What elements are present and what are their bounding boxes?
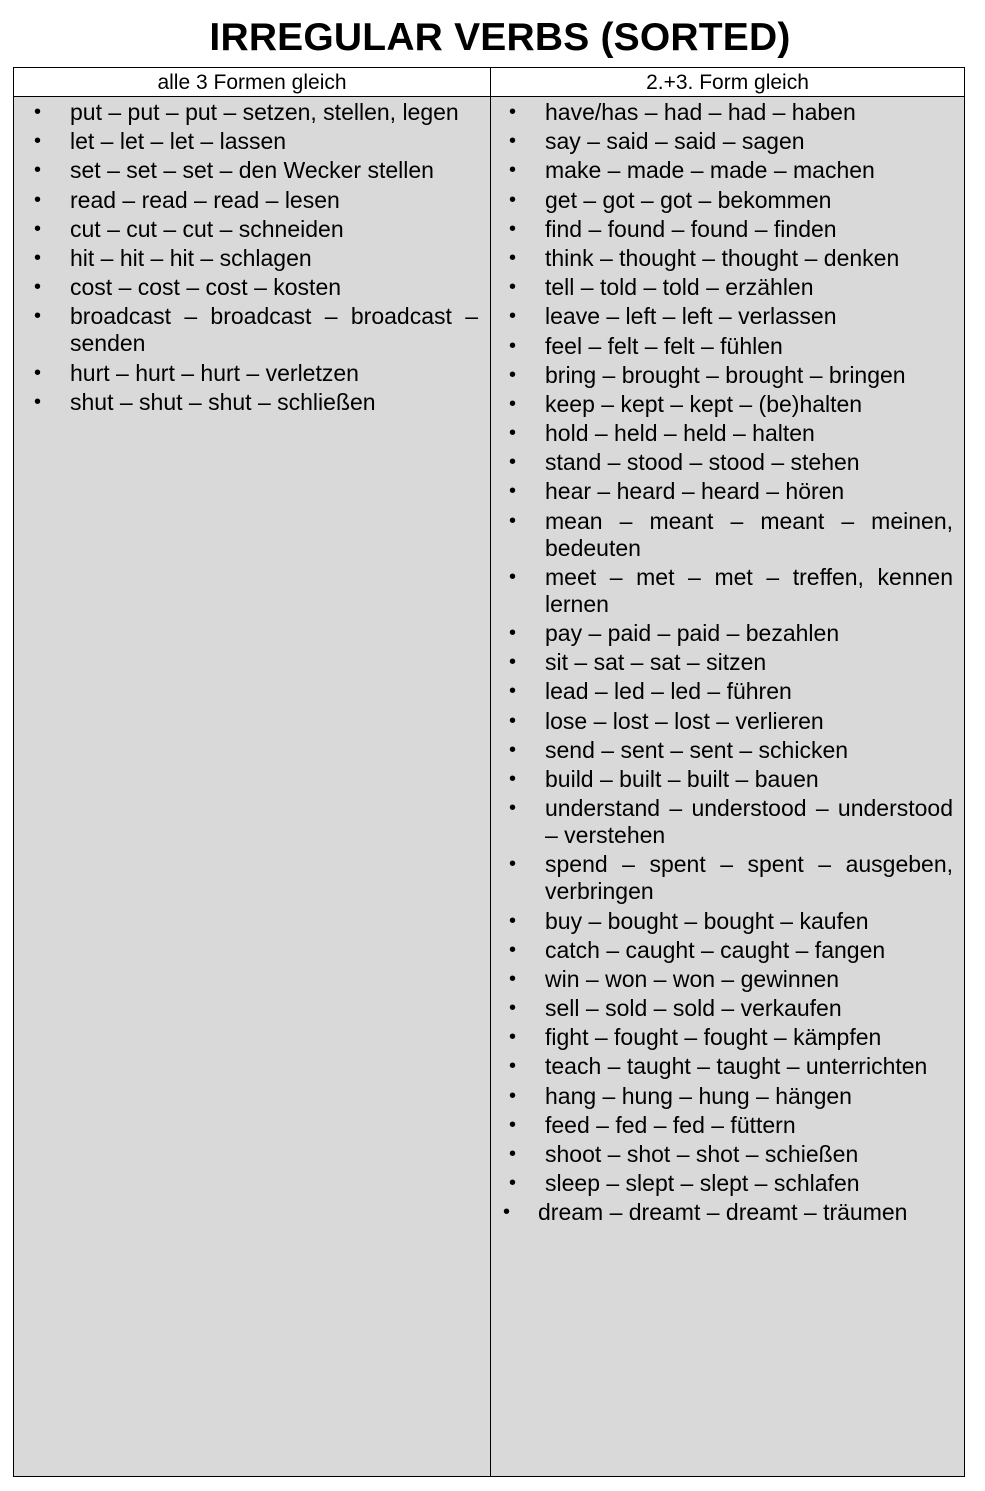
verb-item <box>491 908 964 935</box>
verb-item <box>491 995 964 1022</box>
verb-item <box>491 1141 964 1168</box>
column-header: alle 3 Formen gleich <box>14 68 490 97</box>
verb-item <box>491 795 964 849</box>
verb-text: find – found – found – finden <box>545 215 837 242</box>
bullet-icon: • <box>509 565 517 588</box>
bullet-icon: • <box>34 390 42 413</box>
verb-text: win – won – won – gewinnen <box>545 965 840 992</box>
verb-text: lose – lost – lost – verlieren <box>545 707 824 734</box>
verb-text: sell – sold – sold – verkaufen <box>545 995 842 1022</box>
verb-text: spend – spent – spent – ausgeben, verbringen <box>545 851 953 905</box>
verb-text: meet – met – met – treffen, kennen lernen <box>545 563 953 617</box>
verb-text: hear – heard – heard – hören <box>545 478 845 505</box>
bullet-icon: • <box>503 1201 511 1224</box>
verb-item <box>14 187 490 214</box>
verb-text: teach – taught – taught – unterrichten <box>545 1053 928 1080</box>
bullet-icon: • <box>509 709 517 732</box>
verb-item <box>491 333 964 360</box>
bullet-icon: • <box>509 422 517 445</box>
verb-text: say – said – said – sagen <box>545 128 805 155</box>
column-2-3-forms <box>491 68 964 1476</box>
page-title: IRREGULAR VERBS (SORTED) <box>209 16 791 59</box>
verb-list <box>14 97 490 416</box>
verb-item <box>491 274 964 301</box>
verb-item <box>491 708 964 735</box>
verb-item <box>491 303 964 330</box>
bullet-icon: • <box>509 480 517 503</box>
bullet-icon: • <box>509 797 517 820</box>
bullet-icon: • <box>509 451 517 474</box>
verb-item <box>491 564 964 618</box>
bullet-icon: • <box>34 305 42 328</box>
bullet-icon: • <box>34 159 42 182</box>
bullet-icon: • <box>34 361 42 384</box>
verb-item <box>491 966 964 993</box>
bullet-icon: • <box>509 276 517 299</box>
verb-text: hang – hung – hung – hängen <box>545 1082 852 1109</box>
verb-text: shoot – shot – shot – schießen <box>545 1141 859 1167</box>
verb-text: have/has – had – had – haben <box>545 99 856 125</box>
verb-item <box>14 389 490 416</box>
verb-text: feed – fed – fed – füttern <box>545 1111 796 1138</box>
bullet-icon: • <box>509 622 517 644</box>
column-body <box>491 97 964 1476</box>
verb-item <box>491 851 964 905</box>
verb-item <box>14 99 490 126</box>
bullet-icon: • <box>509 246 517 269</box>
verb-text: mean – meant – meant – meinen, bedeuten <box>545 507 953 561</box>
verb-item <box>491 99 964 126</box>
column-body <box>14 97 490 1476</box>
verb-item <box>491 1199 964 1226</box>
verb-text: pay – paid – paid – bezahlen <box>545 620 840 646</box>
verb-text: let – let – let – lassen <box>70 128 287 155</box>
verb-text: get – got – got – bekommen <box>545 186 832 213</box>
bullet-icon: • <box>509 363 517 386</box>
verb-item <box>14 245 490 272</box>
verb-item <box>491 1170 964 1197</box>
verb-item <box>491 449 964 476</box>
verb-list <box>491 97 964 1226</box>
verb-text: catch – caught – caught – fangen <box>545 936 886 963</box>
verb-item <box>491 245 964 272</box>
verb-text: make – made – made – machen <box>545 157 875 184</box>
verb-item <box>14 274 490 301</box>
verb-text: broadcast – broadcast – broadcast – senden <box>70 303 478 357</box>
verb-item <box>491 420 964 447</box>
verb-text: sit – sat – sat – sitzen <box>545 649 767 676</box>
verb-text: buy – bought – bought – kaufen <box>545 907 869 934</box>
bullet-icon: • <box>509 509 517 532</box>
bullet-icon: • <box>509 159 517 182</box>
verb-text: hurt – hurt – hurt – verletzen <box>70 359 359 386</box>
verb-text: hold – held – held – halten <box>545 420 815 447</box>
verb-item <box>491 1053 964 1080</box>
verb-text: set – set – set – den Wecker stellen <box>70 157 434 184</box>
verb-item <box>491 391 964 418</box>
bullet-icon: • <box>509 997 517 1020</box>
verb-text: feel – felt – felt – fühlen <box>545 332 783 359</box>
verb-text: cost – cost – cost – kosten <box>70 274 342 301</box>
bullet-icon: • <box>509 130 517 153</box>
bullet-icon: • <box>509 1113 517 1136</box>
bullet-icon: • <box>509 188 517 211</box>
bullet-icon: • <box>509 1172 517 1195</box>
verb-text: bring – brought – brought – bringen <box>545 361 906 388</box>
verb-item <box>491 478 964 505</box>
bullet-icon: • <box>509 1143 517 1165</box>
bullet-icon: • <box>34 101 42 123</box>
verb-text: put – put – put – setzen, stellen, legen <box>70 99 459 125</box>
bullet-icon: • <box>509 853 517 876</box>
verb-item <box>14 157 490 184</box>
verb-item <box>14 360 490 387</box>
bullet-icon: • <box>34 276 42 299</box>
verb-text: send – sent – sent – schicken <box>545 736 849 763</box>
bullet-icon: • <box>34 188 42 211</box>
bullet-icon: • <box>509 938 517 961</box>
verb-item <box>14 303 490 357</box>
bullet-icon: • <box>509 909 517 932</box>
verb-item <box>491 1083 964 1110</box>
verb-item <box>491 1112 964 1139</box>
verb-text: lead – led – led – führen <box>545 678 792 705</box>
verb-text: fight – fought – fought – kämpfen <box>545 1024 882 1051</box>
bullet-icon: • <box>509 334 517 357</box>
verb-text: read – read – read – lesen <box>70 186 340 213</box>
verb-text: tell – told – told – erzählen <box>545 274 814 301</box>
bullet-icon: • <box>509 217 517 240</box>
column-same-forms <box>14 68 491 1476</box>
verb-item <box>491 766 964 793</box>
verb-text: leave – left – left – verlassen <box>545 303 837 330</box>
verb-item <box>491 508 964 562</box>
verb-item <box>491 620 964 647</box>
bullet-icon: • <box>509 392 517 415</box>
bullet-icon: • <box>509 1055 517 1078</box>
verb-item <box>491 937 964 964</box>
verb-text: sleep – slept – slept – schlafen <box>545 1170 860 1197</box>
verb-item <box>491 737 964 764</box>
verb-text: hit – hit – hit – schlagen <box>70 244 312 271</box>
verb-text: stand – stood – stood – stehen <box>545 449 860 476</box>
bullet-icon: • <box>509 738 517 761</box>
verb-item <box>491 187 964 214</box>
verb-item <box>491 678 964 705</box>
bullet-icon: • <box>34 246 42 269</box>
bullet-icon: • <box>509 967 517 990</box>
bullet-icon: • <box>509 680 517 703</box>
verb-item <box>491 157 964 184</box>
verb-text: shut – shut – shut – schließen <box>70 388 376 415</box>
verb-text: dream – dreamt – dreamt – träumen <box>538 1199 908 1226</box>
bullet-icon: • <box>509 305 517 328</box>
verb-item <box>491 649 964 676</box>
verb-item <box>14 128 490 155</box>
verb-table <box>13 67 965 1477</box>
verb-text: build – built – built – bauen <box>545 765 819 792</box>
verb-item <box>491 216 964 243</box>
verb-item <box>491 362 964 389</box>
verb-item <box>491 128 964 155</box>
verb-text: keep – kept – kept – (be)halten <box>545 390 863 417</box>
verb-item <box>491 1024 964 1051</box>
bullet-icon: • <box>509 651 517 674</box>
verb-text: cut – cut – cut – schneiden <box>70 215 344 242</box>
bullet-icon: • <box>34 217 42 240</box>
bullet-icon: • <box>509 767 517 790</box>
bullet-icon: • <box>509 1084 517 1107</box>
bullet-icon: • <box>34 130 42 153</box>
verb-text: understand – understood – understood – verstehen <box>545 795 953 849</box>
verb-item <box>14 216 490 243</box>
bullet-icon: • <box>509 101 517 123</box>
column-header: 2.+3. Form gleich <box>491 68 964 97</box>
verb-text: think – thought – thought – denken <box>545 244 900 271</box>
bullet-icon: • <box>509 1026 517 1049</box>
